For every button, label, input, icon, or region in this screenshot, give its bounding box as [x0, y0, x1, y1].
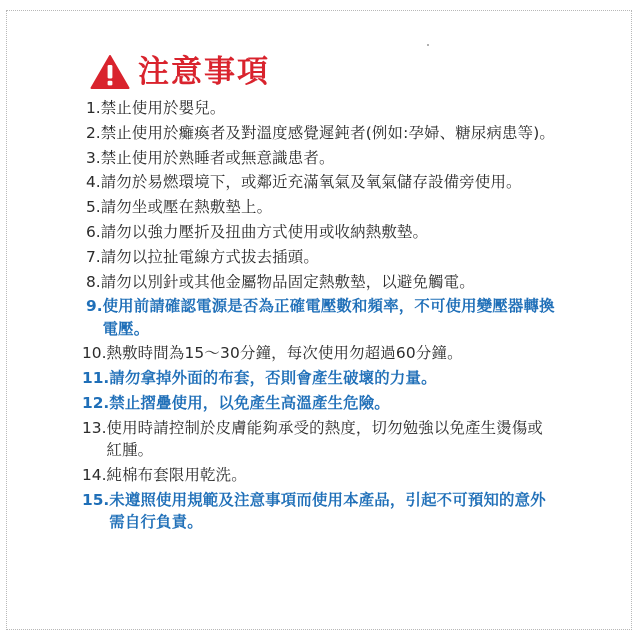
item-text: 請勿以拉扯電線方式拔去插頭。: [100, 247, 319, 266]
item-number: 2.: [86, 123, 101, 142]
precautions-list: [82, 97, 556, 536]
precaution-item: [86, 97, 556, 119]
precaution-item: [82, 342, 556, 364]
item-number: 12.: [82, 394, 110, 413]
item-number: 11.: [82, 369, 110, 388]
item-number: 7.: [86, 247, 101, 266]
precaution-item: [86, 147, 556, 169]
item-text: 請勿坐或壓在熱敷墊上。: [100, 198, 273, 217]
precaution-item: [86, 271, 556, 293]
item-text: 請勿拿掉外面的布套，否則會產生破壞的力量。: [109, 369, 437, 388]
item-number: 15.: [82, 490, 110, 509]
precaution-item: [86, 122, 556, 144]
item-text: 禁止使用於癱瘓者及對溫度感覺遲鈍者(例如:孕婦、糖尿病患等)。: [100, 123, 556, 142]
precaution-item: [86, 295, 556, 340]
precaution-item: [82, 417, 556, 462]
item-text: 請勿以別針或其他金屬物品固定熱敷墊，以避免觸電。: [100, 272, 475, 291]
item-number: 6.: [86, 222, 101, 241]
item-text: 未遵照使用規範及注意事項而使用本產品，引起不可預知的意外需自行負責。: [109, 490, 546, 532]
item-text: 禁止使用於嬰兒。: [100, 99, 226, 117]
warning-triangle-icon: [90, 54, 130, 90]
precaution-item: [86, 246, 556, 268]
precaution-item: [86, 171, 556, 193]
item-number: 9.: [86, 297, 103, 316]
item-text: 請勿於易燃環境下，或鄰近充滿氧氣及氧氣儲存設備旁使用。: [100, 173, 522, 192]
item-number: 14.: [82, 465, 107, 484]
precaution-item: [82, 489, 556, 534]
precaution-item: [82, 392, 556, 414]
item-text: 使用前請確認電源是否為正確電壓數和頻率，不可使用變壓器轉換電壓。: [102, 297, 555, 338]
item-number: 10.: [82, 344, 107, 363]
item-text: 禁止使用於熟睡者或無意識患者。: [100, 148, 335, 167]
precaution-item: [82, 464, 556, 486]
item-number: 4.: [86, 173, 101, 192]
item-number: 1.: [86, 99, 101, 117]
item-number: 5.: [86, 198, 101, 217]
precaution-item: [82, 367, 556, 389]
stray-dot: [427, 44, 429, 46]
item-text: 請勿以強力壓折及扭曲方式使用或收納熱敷墊。: [100, 222, 429, 241]
precaution-item: [86, 221, 556, 243]
item-text: 使用時請控制於皮膚能夠承受的熱度，切勿勉強以免產生燙傷或紅腫。: [106, 418, 544, 460]
item-number: 13.: [82, 418, 107, 437]
item-number: 3.: [86, 148, 101, 167]
notice-header: [90, 50, 270, 94]
precaution-item: [86, 196, 556, 218]
item-text: 熱敷時間為15～30分鐘，每次使用勿超過60分鐘。: [106, 344, 463, 363]
item-text: 純棉布套限用乾洗。: [106, 465, 247, 484]
item-number: 8.: [86, 272, 101, 291]
page-title: 注意事項: [138, 54, 270, 90]
item-text: 禁止摺疊使用，以免產生高溫產生危險。: [109, 394, 390, 413]
